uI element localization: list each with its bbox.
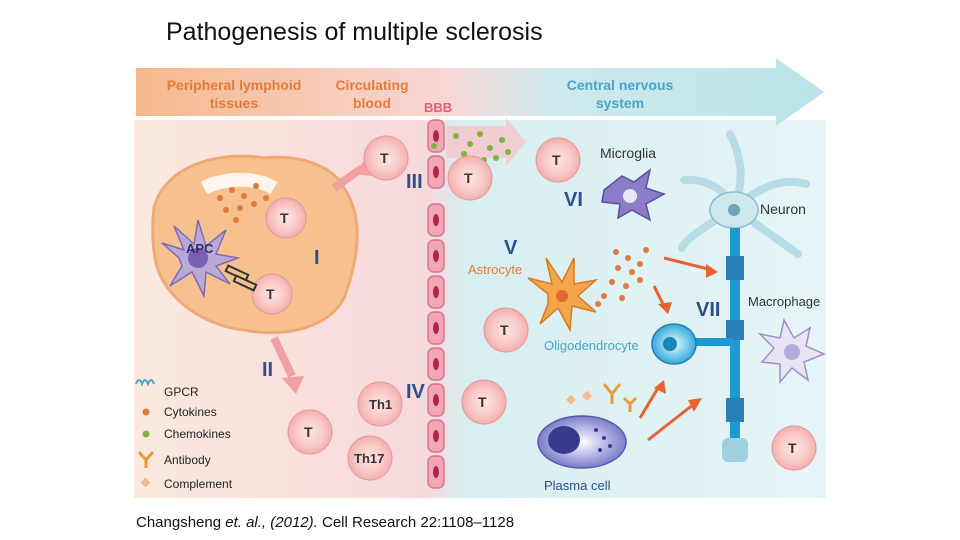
t-cell bbox=[364, 136, 408, 180]
oligodendrocyte-label: Oligodendrocyte bbox=[544, 338, 639, 353]
svg-text:T: T bbox=[464, 170, 473, 186]
citation-journal: Cell Research 22:1108–1128 bbox=[321, 514, 515, 531]
stage-label-iii: III bbox=[406, 171, 423, 193]
svg-text:T: T bbox=[788, 440, 797, 456]
svg-text:Th17: Th17 bbox=[354, 451, 385, 466]
arrow-label-circulating-1: Circulating bbox=[335, 77, 409, 93]
t-cell bbox=[288, 410, 332, 454]
stage-label-ii: II bbox=[262, 359, 274, 381]
ms-pathogenesis-figure bbox=[134, 58, 826, 498]
progression-arrow bbox=[136, 58, 824, 126]
svg-text:Th1: Th1 bbox=[369, 397, 393, 412]
th17-cell bbox=[348, 436, 392, 480]
svg-text:GPCR: GPCR bbox=[164, 385, 199, 399]
citation-etal: et. al., (2012). bbox=[225, 514, 318, 531]
stage-label-v: V bbox=[504, 237, 518, 259]
t-cell bbox=[484, 308, 528, 352]
arrow-label-peripheral-1: Peripheral lymphoid bbox=[166, 77, 302, 93]
citation-author: Changsheng bbox=[136, 514, 222, 531]
stage-label-vi: VI bbox=[564, 189, 583, 211]
citation bbox=[136, 514, 514, 531]
t-cell bbox=[536, 138, 580, 182]
stage-label-vii: VII bbox=[696, 299, 721, 321]
svg-text:T: T bbox=[266, 286, 275, 302]
svg-text:T: T bbox=[280, 210, 289, 226]
t-cell bbox=[266, 198, 306, 238]
macrophage-label: Macrophage bbox=[748, 294, 821, 309]
astrocyte-label: Astrocyte bbox=[468, 262, 523, 277]
slide-title: Pathogenesis of multiple sclerosis bbox=[166, 18, 543, 46]
svg-text:Antibody: Antibody bbox=[164, 453, 211, 467]
svg-text:Chemokines: Chemokines bbox=[164, 427, 231, 441]
stage-label-i: I bbox=[314, 247, 320, 269]
svg-text:T: T bbox=[380, 150, 389, 166]
t-cell bbox=[462, 380, 506, 424]
svg-text:T: T bbox=[478, 394, 487, 410]
stage-label-iv: IV bbox=[406, 381, 425, 403]
th1-cell bbox=[358, 382, 402, 426]
arrow-label-peripheral-2: tissues bbox=[209, 95, 259, 111]
plasma-cell-label: Plasma cell bbox=[544, 478, 611, 493]
t-cell bbox=[252, 274, 292, 314]
t-cell bbox=[448, 156, 492, 200]
svg-text:T: T bbox=[500, 322, 509, 338]
neuron-label: Neuron bbox=[760, 201, 806, 217]
svg-text:Complement: Complement bbox=[164, 477, 233, 491]
svg-text:Cytokines: Cytokines bbox=[164, 405, 217, 419]
arrow-label-cns-1: Central nervous bbox=[566, 77, 674, 93]
arrow-label-circulating-2: blood bbox=[352, 95, 392, 111]
t-cell bbox=[772, 426, 816, 470]
cytokine-dot-icon bbox=[143, 409, 150, 416]
svg-text:T: T bbox=[552, 152, 561, 168]
apc-label: APC bbox=[186, 241, 214, 256]
svg-text:T: T bbox=[304, 424, 313, 440]
arrow-label-cns-2: system bbox=[595, 95, 645, 111]
bbb-label: BBB bbox=[424, 100, 453, 115]
chemokine-dot-icon bbox=[143, 431, 150, 438]
microglia-label: Microglia bbox=[600, 145, 657, 161]
